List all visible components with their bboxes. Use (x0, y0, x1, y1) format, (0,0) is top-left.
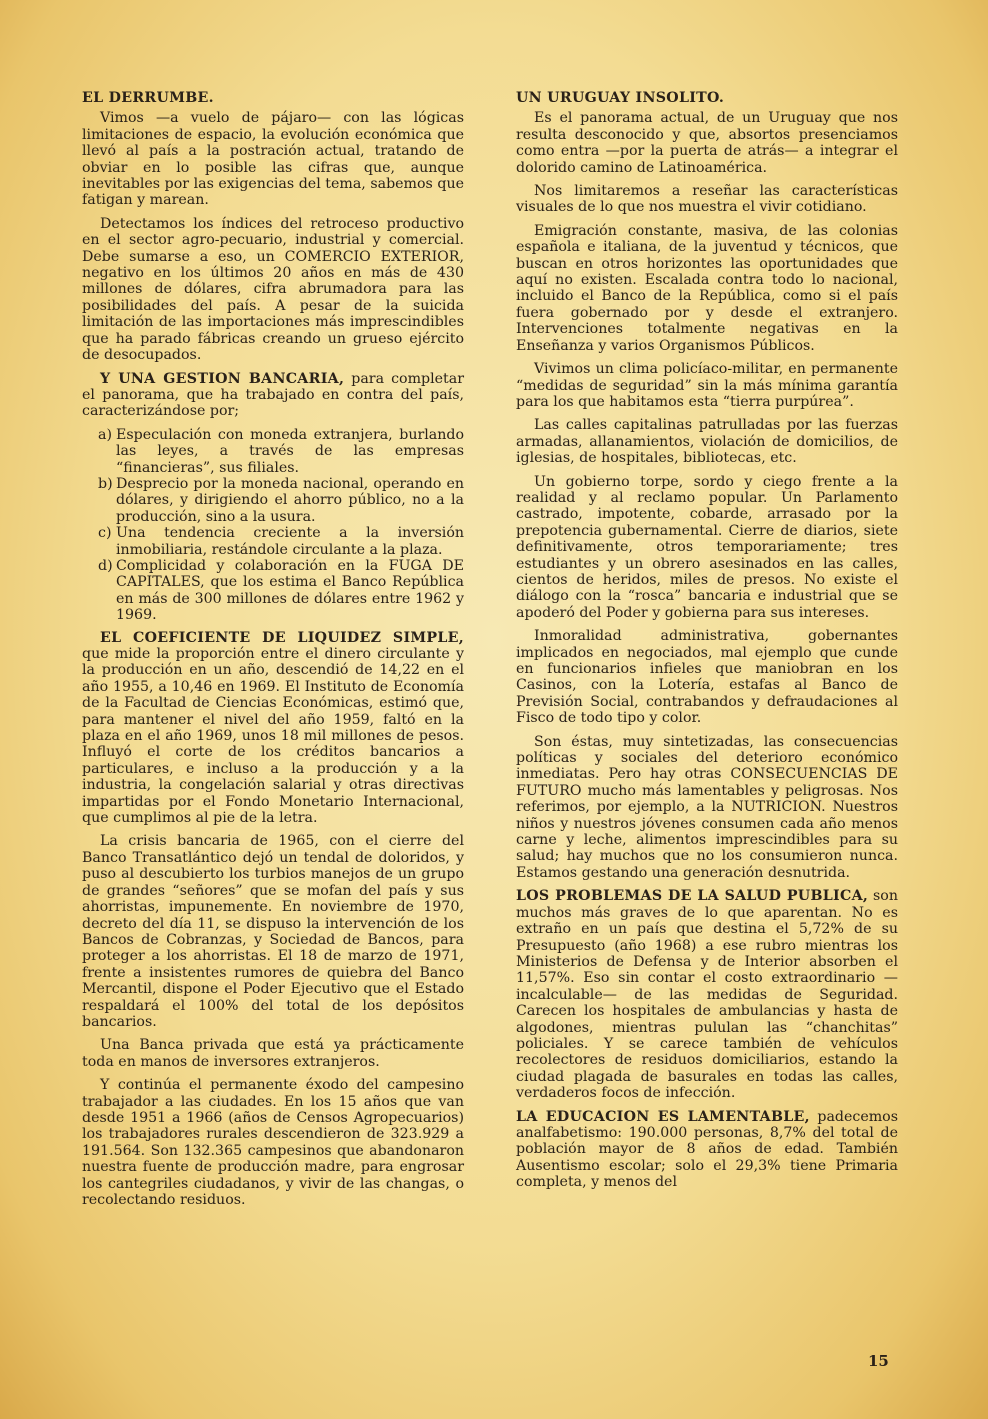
left-column (82, 90, 464, 1215)
paragraph-gestion-bancaria (82, 371, 464, 420)
paragraph: Un gobierno torpe, sordo y ciego frente a la realidad y al reclamo popular. Un Parlamento castrado, impotente, cobarde, arrasado por la prepotencia gubernamental. Cierre de diarios, siete definitivamente, otros temporariamente; tres estudiantes y un obrero asesinados en las calles, cientos de heridos, miles de presos. No existe el diálogo con la “rosca” bancaria e industrial que se apoderó del Poder y gobierna para sus intereses. (516, 473, 898, 621)
paragraph-text: para completar el panorama, que ha trabajado en contra del país, caracterizándose por; (82, 370, 464, 420)
paragraph: Vimos —a vuelo de pájaro— con las lógicas limitaciones de espacio, la evolución económica que llevó al país a la postración actual, tratando de obviar en lo posible las cifras que, aunque inevitables por las exigencias del tema, sabemos que fatigan y marean. (82, 110, 464, 209)
section-heading-uruguay-insolito: UN URUGUAY INSOLITO. (516, 90, 725, 106)
inline-heading: LOS PROBLEMAS DE LA SALUD PUBLICA, (516, 888, 869, 905)
inline-heading: LA EDUCACION ES LAMENTABLE, (516, 1108, 810, 1125)
paragraph: Son éstas, muy sintetizadas, las consecuencias políticas y sociales del deterioro económico inmediatas. Pero hay otras CONSECUENCIAS DE FUTURO mucho más lamentables y peligrosas. Nos referimos, por ejemplo, a la NUTRICION. Nuestros niños y nuestros jóvenes consumen cada año menos carne y leche, alimentos imprescindibles para su salud; hay muchos que no los consumieron nunca. Estamos gestando una generación desnutrida. (516, 733, 898, 881)
page-number: 15 (868, 1352, 889, 1370)
paragraph-text: padecemos analfabetismo: 190.000 personas, 8,7% del total de población mayor de 8 años de edad. También Ausentismo escolar; solo el 29,3% tiene Primaria completa, y menos del (516, 1108, 899, 1191)
paragraph: Emigración constante, masiva, de las colonias española e italiana, de la juventud y técnicos, que buscan en otros horizontes las oportunidades que aquí no existen. Escalada contra todo lo nacional, incluido el Banco de la República, como si el país fuera gobernado por y desde el extranjero. Intervenciones totalmente negativas en la Enseñanza y varios Organismos Públicos. (516, 222, 898, 354)
inline-heading: Y UNA GESTION BANCARIA, (100, 370, 345, 387)
paragraph: Las calles capitalinas patrulladas por las fuerzas armadas, allanamientos, violación de domicilios, de iglesias, de hospitales, bibliotecas, etc. (516, 417, 898, 467)
list-marker: d) (98, 557, 113, 574)
list-marker: a) (98, 426, 112, 443)
lettered-list (82, 427, 464, 624)
paragraph: Nos limitaremos a reseñar las características visuales de lo que nos muestra el vivir cotidiano. (516, 183, 898, 216)
list-item (82, 427, 464, 476)
list-item-text: Una tendencia creciente a la inversión inmobiliaria, restándole circulante a la plaza. (116, 525, 464, 558)
list-item (82, 525, 464, 558)
list-marker: b) (98, 475, 113, 492)
paragraph-coeficiente (82, 630, 464, 827)
paragraph: Y continúa el permanente éxodo del campesino trabajador a las ciudades. En los 15 años que van desde 1951 a 1966 (años de Censos Agropecuarios) los trabajadores rurales descendieron de 323.929 a 191.564. Son 132.365 campesinos que abandonaron nuestra fuente de producción madre, para engrosar los cantegriles ciudadanos, y vivir de las changas, o recolectando residuos. (82, 1077, 464, 1208)
list-item-text: Desprecio por la moneda nacional, operando en dólares, y dirigiendo el ahorro público, no a la producción, sino a la usura. (116, 475, 464, 525)
list-marker: c) (98, 525, 112, 542)
paragraph-text: que mide la proporción entre el dinero circulante y la producción en un año, descendió de 14,22 en el año 1955, a 10,46 en 1969. El Instituto de Economía de la Facultad de Ciencias Económicas, estimó que, para mantener el nivel del año 1959, faltó en la plaza en el año 1969, unos 18 mil millones de pesos. Influyó el corte de los créditos bancarios a particulares, e incluso a la producción y a la industria, la congelación salarial y otras directivas impartidas por el Fondo Monetario Internacional, que cumplimos al pie de la letra. (82, 646, 464, 827)
section-heading-derrumbe: EL DERRUMBE. (82, 90, 214, 106)
paragraph-text: son muchos más graves de lo que aparentan. No es extraño en un país que destina el 5,72% de su Presupuesto (año 1968) a ese rubro mientras los Ministerios de Defensa y de Interior absorben el 11,57%. Eso sin contar el costo extraordinario —incalculable— de las medidas de Seguridad. Carecen los hospitales de ambulancias y hasta de algodones, mientras pululan las “chanchitas” policiales. Y se carece también de vehículos recolectores de residuos domiciliarios, estando la ciudad plagada de basurales en todas las calles, verdaderos focos de infección. (516, 888, 898, 1102)
list-item-text: Complicidad y colaboración en la FUGA DE CAPITALES, que los estima el Banco República en más de 300 millones de dólares entre 1962 y 1969. (116, 557, 464, 624)
list-item-text: Especulación con moneda extranjera, burlando las leyes, a través de las empresas “financieras”, sus filiales. (116, 426, 464, 476)
list-item (82, 558, 464, 624)
paragraph-salud-publica (516, 888, 898, 1101)
inline-heading: EL COEFICIENTE DE LIQUIDEZ SIMPLE, (100, 629, 464, 646)
paragraph: Vivimos un clima policíaco-militar, en permanente “medidas de seguridad” sin la más mínima garantía para los que habitamos esta “tierra purpúrea”. (516, 361, 898, 410)
paragraph: Inmoralidad administrativa, gobernantes implicados en negociados, mal ejemplo que cunde en funcionarios infieles que maniobran en los Casinos, con la Lotería, estafas al Banco de Previsión Social, contrabandos y defraudaciones al Fisco de todo tipo y color. (516, 628, 898, 727)
paragraph: La crisis bancaria de 1965, con el cierre del Banco Transatlántico dejó un tendal de doloridos, y puso al descubierto los turbios manejos de un grupo de grandes “señores” que se mofan del país y sus ahorristas, impunemente. En noviembre de 1970, decreto del día 11, se dispuso la intervención de los Bancos de Cobranzas, y Sociedad de Bancos, para proteger a los ahorristas. El 18 de marzo de 1971, frente a insistentes rumores de quiebra del Banco Mercantil, dispone el Poder Ejecutivo que el Estado respaldará el 100% del total de los depósitos bancarios. (82, 833, 464, 1030)
list-item (82, 476, 464, 525)
paragraph: Una Banca privada que está ya prácticamente toda en manos de inversores extranjeros. (82, 1037, 464, 1070)
paragraph-educacion (516, 1109, 898, 1191)
right-column (516, 90, 898, 1198)
paragraph: Detectamos los índices del retroceso productivo en el sector agro-pecuario, industrial y comercial. Debe sumarse a eso, un COMERCIO EXTERIOR, negativo en los últimos 20 años en más de 430 millones de dólares, cifra abrumadora para las posibilidades del país. A pesar de la suicida limitación de las importaciones más imprescindibles que ha parado fábricas creando un grueso ejército de desocupados. (82, 215, 464, 364)
paragraph: Es el panorama actual, de un Uruguay que nos resulta desconocido y que, absortos presenciamos como entra —por la puerta de atrás— a integrar el dolorido camino de Latinoamérica. (516, 110, 898, 176)
